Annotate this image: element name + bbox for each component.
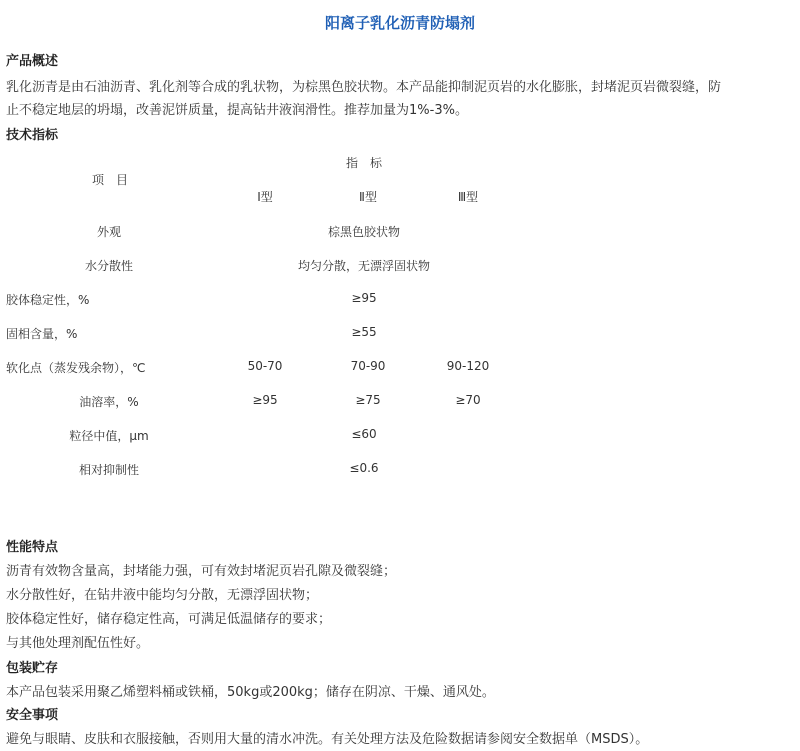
safety-heading: 安全事项 — [6, 708, 59, 723]
spec-row-type-3: 90-120 — [446, 359, 490, 373]
spec-row-value: ≥55 — [351, 325, 377, 339]
overview-line-2: 止不稳定地层的坍塌，改善泥饼质量，提高钻井液润滑性。推荐加量为1%-3%。 — [6, 103, 468, 118]
spec-row-name: 相对抑制性 — [78, 463, 140, 477]
spec-row-name: 固相含量，% — [6, 327, 78, 341]
spec-row-value: 均匀分散，无漂浮固状物 — [297, 259, 431, 273]
feature-item: 胶体稳定性好，储存稳定性高，可满足低温储存的要求； — [6, 612, 332, 627]
overview-heading: 产品概述 — [6, 54, 59, 69]
overview-line-1: 乳化沥青是由石油沥青、乳化剂等合成的乳状物，为棕黑色胶状物。本产品能抑制泥页岩的水化膨胀，封堵泥页岩微裂缝，防 — [6, 80, 722, 95]
header-type-2: Ⅱ型 — [359, 190, 377, 204]
feature-item: 沥青有效物含量高，封堵能力强，可有效封堵泥页岩孔隙及微裂缝； — [6, 564, 397, 579]
spec-row-name: 外观 — [96, 225, 122, 239]
packaging-text: 本产品包装采用聚乙烯塑料桶或铁桶，50kg或200kg；储存在阴凉、干燥、通风处。 — [6, 685, 495, 700]
spec-row-name: 水分散性 — [84, 259, 134, 273]
spec-row-type-2: 70-90 — [350, 359, 386, 373]
feature-item: 水分散性好，在钻井液中能均匀分散，无漂浮固状物； — [6, 588, 319, 603]
page-title: 阳离子乳化沥青防塌剂 — [324, 14, 475, 32]
header-type-3: Ⅲ型 — [457, 190, 479, 204]
spec-row-type-1: ≥95 — [252, 393, 278, 407]
spec-row-value: 棕黑色胶状物 — [327, 225, 401, 239]
spec-row-type-3: ≥70 — [455, 393, 481, 407]
features-heading: 性能特点 — [6, 540, 59, 555]
spec-row-name: 软化点（蒸发残余物），℃ — [6, 361, 146, 375]
feature-item: 与其他处理剂配伍性好。 — [6, 636, 150, 651]
spec-row-value: ≥95 — [351, 291, 377, 305]
specs-heading: 技术指标 — [6, 128, 59, 143]
header-indicator: 指 标 — [345, 156, 383, 170]
spec-row-value: ≤0.6 — [349, 461, 379, 475]
spec-row-type-1: 50-70 — [247, 359, 283, 373]
packaging-heading: 包装贮存 — [6, 661, 59, 676]
spec-row-name: 粒径中值，μm — [69, 429, 149, 443]
spec-row-value: ≤60 — [351, 427, 377, 441]
safety-text: 避免与眼睛、皮肤和衣服接触，否则用大量的清水冲洗。有关处理方法及危险数据请参阅安全数据单（MSDS）。 — [6, 732, 649, 747]
header-type-1: Ⅰ型 — [257, 190, 273, 204]
spec-row-type-2: ≥75 — [355, 393, 381, 407]
header-item: 项 目 — [91, 173, 129, 187]
spec-row-name: 油溶率，% — [79, 395, 139, 409]
spec-row-name: 胶体稳定性，% — [6, 293, 90, 307]
